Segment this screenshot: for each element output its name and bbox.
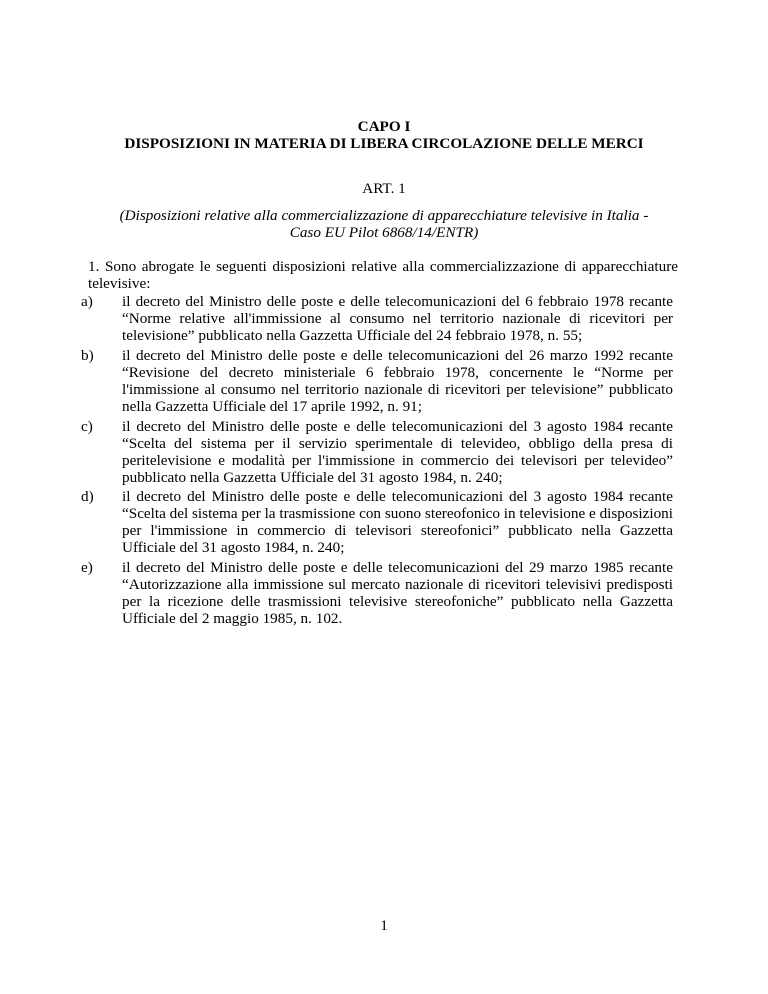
list-marker: a) <box>81 293 93 310</box>
chapter-number: CAPO I <box>357 118 411 135</box>
page-number: 1 <box>380 917 388 934</box>
list-item-text: il decreto del Ministro delle poste e delle telecomunicazioni del 6 febbraio 1978 recante “Norme relative all'immissione al consumo nel territorio nazionale di ricevitori per televisione” pubblicato nella Gazzetta Ufficiale del 24 febbraio 1978, n. 55; <box>122 293 673 344</box>
list-marker: d) <box>81 488 94 505</box>
list-marker: c) <box>81 418 93 435</box>
article-number: ART. 1 <box>362 180 406 197</box>
list-item-text: il decreto del Ministro delle poste e delle telecomunicazioni del 26 marzo 1992 recante “Revisione del decreto ministeriale 6 febbraio 1978, concernente le “Norme per l'immissione al consumo nel territorio nazionale di ricevitori per televisione” pubblicato nella Gazzetta Ufficiale del 17 aprile 1992, n. 91; <box>122 347 673 415</box>
chapter-heading <box>0 118 768 152</box>
article-subtitle: (Disposizioni relative alla commercializzazione di apparecchiature televisive in Italia -Caso EU Pilot 6868/14/ENTR) <box>119 207 649 241</box>
intro-paragraph: 1. Sono abrogate le seguenti disposizioni relative alla commercializzazione di apparecchiature televisive: <box>88 258 678 292</box>
list-marker: b) <box>81 347 94 364</box>
list-marker: e) <box>81 559 93 576</box>
list-item-text: il decreto del Ministro delle poste e delle telecomunicazioni del 3 agosto 1984 recante “Scelta del sistema per la trasmissione con suono stereofonico in televisione e disposizioni per l'immissione in commercio di televisori stereofonici” pubblicato nella Gazzetta Ufficiale del 31 agosto 1984, n. 240; <box>122 488 673 556</box>
chapter-title: DISPOSIZIONI IN MATERIA DI LIBERA CIRCOLAZIONE DELLE MERCI <box>124 135 644 152</box>
list-item-text: il decreto del Ministro delle poste e delle telecomunicazioni del 29 marzo 1985 recante “Autorizzazione alla immissione sul mercato nazionale di ricevitori televisivi predisposti per la ricezione delle trasmissioni televisive stereofoniche” pubblicato nella Gazzetta Ufficiale del 2 maggio 1985, n. 102. <box>122 559 673 627</box>
list-item-text: il decreto del Ministro delle poste e delle telecomunicazioni del 3 agosto 1984 recante “Scelta del sistema per il servizio sperimentale di televideo, obbligo della presa di peritelevisione e modalità per l'immissione in commercio dei televisori per televideo” pubblicato nella Gazzetta Ufficiale del 31 agosto 1984, n. 240; <box>122 418 673 486</box>
